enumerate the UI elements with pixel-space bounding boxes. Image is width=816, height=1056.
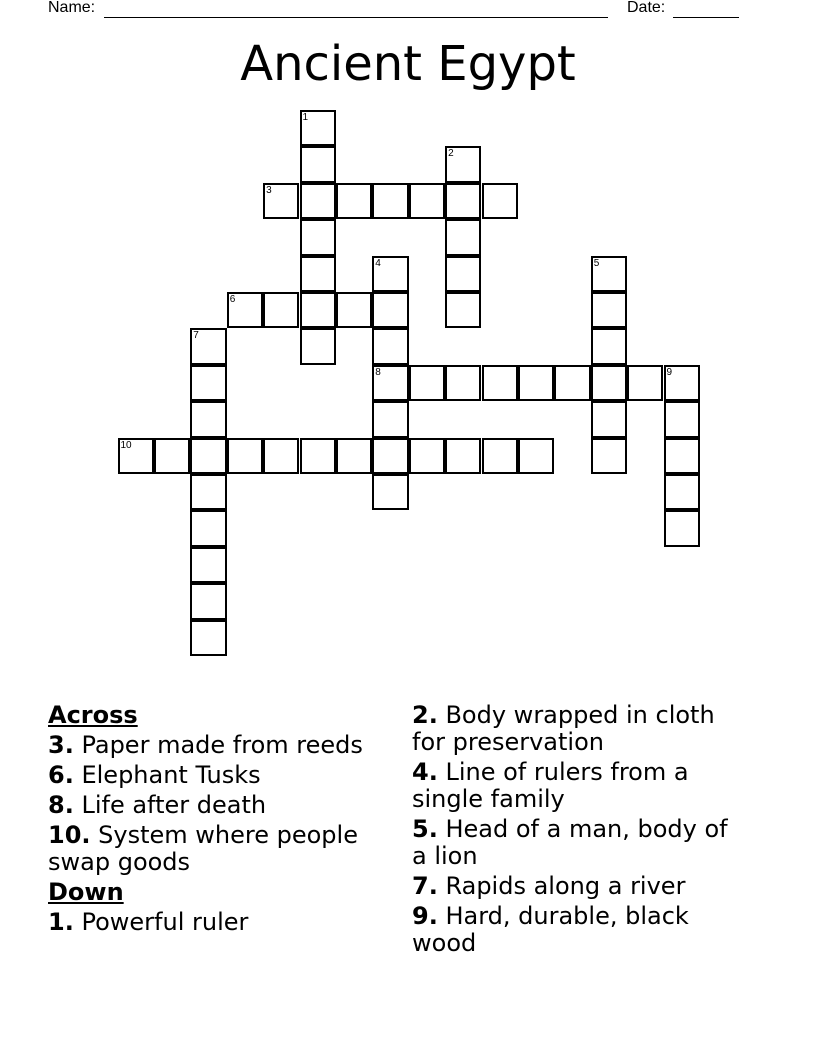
grid-cell[interactable] [190, 510, 226, 546]
grid-cell[interactable] [300, 328, 336, 364]
clue-number-label: 4 [375, 257, 381, 269]
down-heading: Down [48, 878, 124, 906]
grid-cell[interactable] [518, 365, 554, 401]
grid-cell[interactable] [372, 474, 408, 510]
grid-cell[interactable] [591, 401, 627, 437]
grid-cell[interactable] [445, 292, 481, 328]
grid-cell[interactable] [627, 365, 663, 401]
grid-cell[interactable] [591, 365, 627, 401]
grid-cell[interactable] [300, 438, 336, 474]
grid-cell[interactable] [300, 256, 336, 292]
across-clue [48, 792, 383, 819]
clues-column-right [412, 702, 742, 960]
grid-cell[interactable] [190, 438, 226, 474]
clue-text: Body wrapped in cloth for preservation [412, 701, 715, 756]
across-heading: Across [48, 701, 138, 729]
grid-cell[interactable] [336, 438, 372, 474]
grid-cell[interactable] [300, 183, 336, 219]
clue-number-label: 8 [375, 366, 381, 378]
grid-cell[interactable] [664, 474, 700, 510]
grid-cell[interactable] [263, 438, 299, 474]
clue-number-label: 5 [593, 257, 600, 269]
name-label: Name: [48, 0, 96, 16]
clue-number: 5. [412, 815, 438, 843]
grid-cell[interactable] [482, 438, 518, 474]
across-clue [48, 822, 383, 876]
grid-cell[interactable] [263, 292, 299, 328]
grid-cell[interactable] [664, 401, 700, 437]
down-clue [412, 702, 742, 756]
grid-cell[interactable] [591, 328, 627, 364]
grid-cell[interactable] [409, 365, 445, 401]
date-label: Date: [627, 0, 666, 16]
clue-number: 2. [412, 701, 438, 729]
clue-number: 8. [48, 791, 74, 819]
grid-cell[interactable] [190, 583, 226, 619]
grid-cell[interactable] [336, 183, 372, 219]
clue-text: Line of rulers from a single family [412, 758, 689, 813]
clue-text: Rapids along a river [445, 872, 686, 900]
clue-number: 7. [412, 872, 438, 900]
clue-number-label: 3 [266, 184, 272, 196]
clue-text: Elephant Tusks [81, 761, 261, 789]
grid-cell[interactable] [445, 219, 481, 255]
grid-cell[interactable] [591, 438, 627, 474]
grid-cell[interactable] [591, 292, 627, 328]
grid-cell[interactable] [372, 328, 408, 364]
grid-cell[interactable] [664, 510, 700, 546]
grid-cell[interactable] [336, 292, 372, 328]
page-title: Ancient Egypt [240, 36, 576, 92]
grid-cell[interactable] [554, 365, 590, 401]
clues-column-left [48, 702, 383, 939]
grid-cell[interactable] [190, 620, 226, 656]
grid-cell[interactable] [445, 183, 481, 219]
down-clue [412, 816, 742, 870]
down-clue [412, 759, 742, 813]
clue-number-label: 2 [448, 148, 454, 160]
clue-text: Hard, durable, black wood [412, 902, 689, 957]
clue-text: Head of a man, body of a lion [412, 815, 728, 870]
across-clue [48, 732, 383, 759]
clue-number: 10. [48, 821, 91, 849]
grid-cell[interactable] [518, 438, 554, 474]
grid-cell[interactable] [300, 292, 336, 328]
grid-cell[interactable] [190, 474, 226, 510]
down-clue [412, 903, 742, 957]
grid-cell[interactable] [445, 365, 481, 401]
grid-cell[interactable] [409, 183, 445, 219]
grid-cell[interactable] [300, 219, 336, 255]
clue-text: System where people swap goods [48, 821, 358, 876]
clue-number: 6. [48, 761, 74, 789]
grid-cell[interactable] [372, 438, 408, 474]
grid-cell[interactable] [372, 183, 408, 219]
grid-cell[interactable] [664, 438, 700, 474]
clue-text: Life after death [81, 791, 267, 819]
clue-text: Powerful ruler [81, 908, 249, 936]
clue-text: Paper made from reeds [81, 731, 363, 759]
grid-cell[interactable] [482, 183, 518, 219]
grid-cell[interactable] [445, 256, 481, 292]
grid-cell[interactable] [154, 438, 190, 474]
grid-cell[interactable] [409, 438, 445, 474]
clue-number: 3. [48, 731, 74, 759]
grid-cell[interactable] [300, 146, 336, 182]
grid-cell[interactable] [190, 547, 226, 583]
grid-cell[interactable] [227, 438, 263, 474]
clue-number: 1. [48, 908, 74, 936]
clue-number-label: 7 [193, 330, 199, 342]
grid-cell[interactable] [445, 438, 481, 474]
clue-number-label: 1 [302, 112, 309, 123]
across-clue [48, 762, 383, 789]
clue-number-label: 10 [120, 439, 132, 451]
grid-cell[interactable] [372, 401, 408, 437]
clue-number-label: 6 [229, 294, 236, 305]
clue-number: 9. [412, 902, 438, 930]
grid-cell[interactable] [190, 365, 226, 401]
grid-cell[interactable] [372, 292, 408, 328]
grid-cell[interactable] [482, 365, 518, 401]
clue-number-label: 9 [666, 366, 673, 378]
down-clue [412, 873, 742, 900]
grid-cell[interactable] [190, 401, 226, 437]
down-clue [48, 909, 383, 936]
clue-number: 4. [412, 758, 438, 786]
